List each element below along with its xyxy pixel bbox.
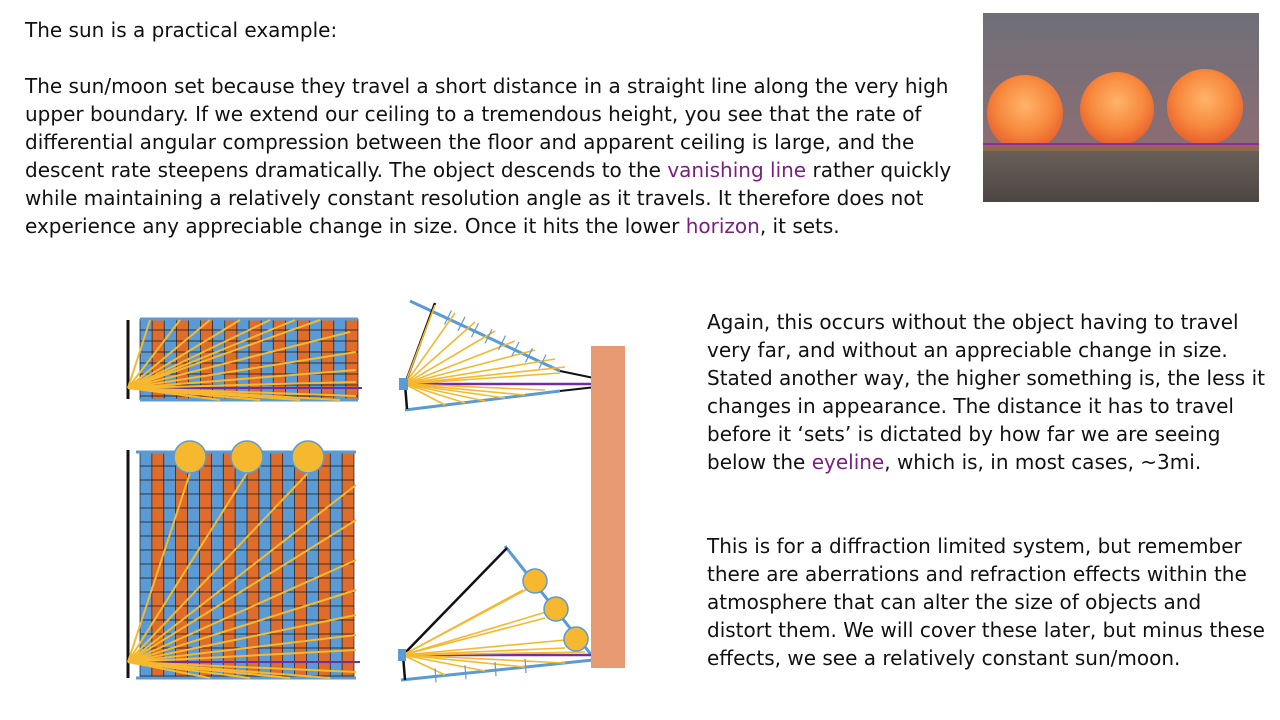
intro-text-2: rather quickly while maintaining a relatively constant resolution angle as it travels. It therefore does not experience any appreciable change in size. Once it hits the lower [25,158,952,238]
grid-stripe [235,452,247,678]
eye-icon [398,649,406,661]
explanation-text-1: Again, this occurs without the object having to travel very far, and without an appreciable change in size. Stated another way, the higher something is, the less it changes in appearance. The distance it has to travel before it ‘sets’ is dictated by how far we are seeing below the [707,310,1265,474]
grid-stripe [199,452,211,678]
intro-paragraph [25,72,975,240]
sun-photo-2 [1080,72,1154,146]
explanation-paragraph [707,308,1267,476]
short-grid-diagram [120,312,370,407]
sun-icon [544,597,568,621]
sight-ray [403,655,525,667]
grid-stripe [259,452,271,678]
intro-text-1: The sun/moon set because they travel a short distance in a straight line along the very high upper boundary. If we extend our ceiling to a tremendous height, you see that the rate of differential angular compression between the floor and apparent ceiling is large, and the descent rate steepens dramatically. The object descends to the [25,74,949,182]
vanishing-line-link[interactable]: vanishing line [667,158,807,182]
tower-bar [591,346,627,668]
explanation-text-2: , which is, in most cases, ~3mi. [884,450,1202,474]
slide-heading: The sun is a practical example: [25,18,338,42]
grid-stripe [318,452,330,678]
grid-stripe [330,452,342,678]
lower-fan-diagram [395,540,605,685]
eyeline-link[interactable]: eyeline [811,450,885,474]
sun-icon [523,569,547,593]
sun-icon [174,441,206,473]
grid-stripe [223,452,235,678]
tall-grid-diagram [120,440,370,685]
sun-photo-1 [987,75,1063,151]
sun-icon [231,441,263,473]
sight-ray [405,305,435,384]
diffraction-paragraph: This is for a diffraction limited system, but remember there are aberrations and refraction effects within the atmosphere that can alter the size of objects and distort them. We will cover these later, but minus these effects, we see a relatively constant sun/moon. [707,534,1265,670]
eye-icon [399,378,408,390]
sun-photo-3 [1167,69,1243,145]
intro-text-3: , it sets. [759,214,840,238]
grid-stripe [306,452,318,678]
photo-sea [983,145,1259,202]
horizon-link[interactable]: horizon [685,214,760,238]
sun-icon [564,627,588,651]
sun-icon [292,441,324,473]
sunset-photo [983,13,1259,202]
